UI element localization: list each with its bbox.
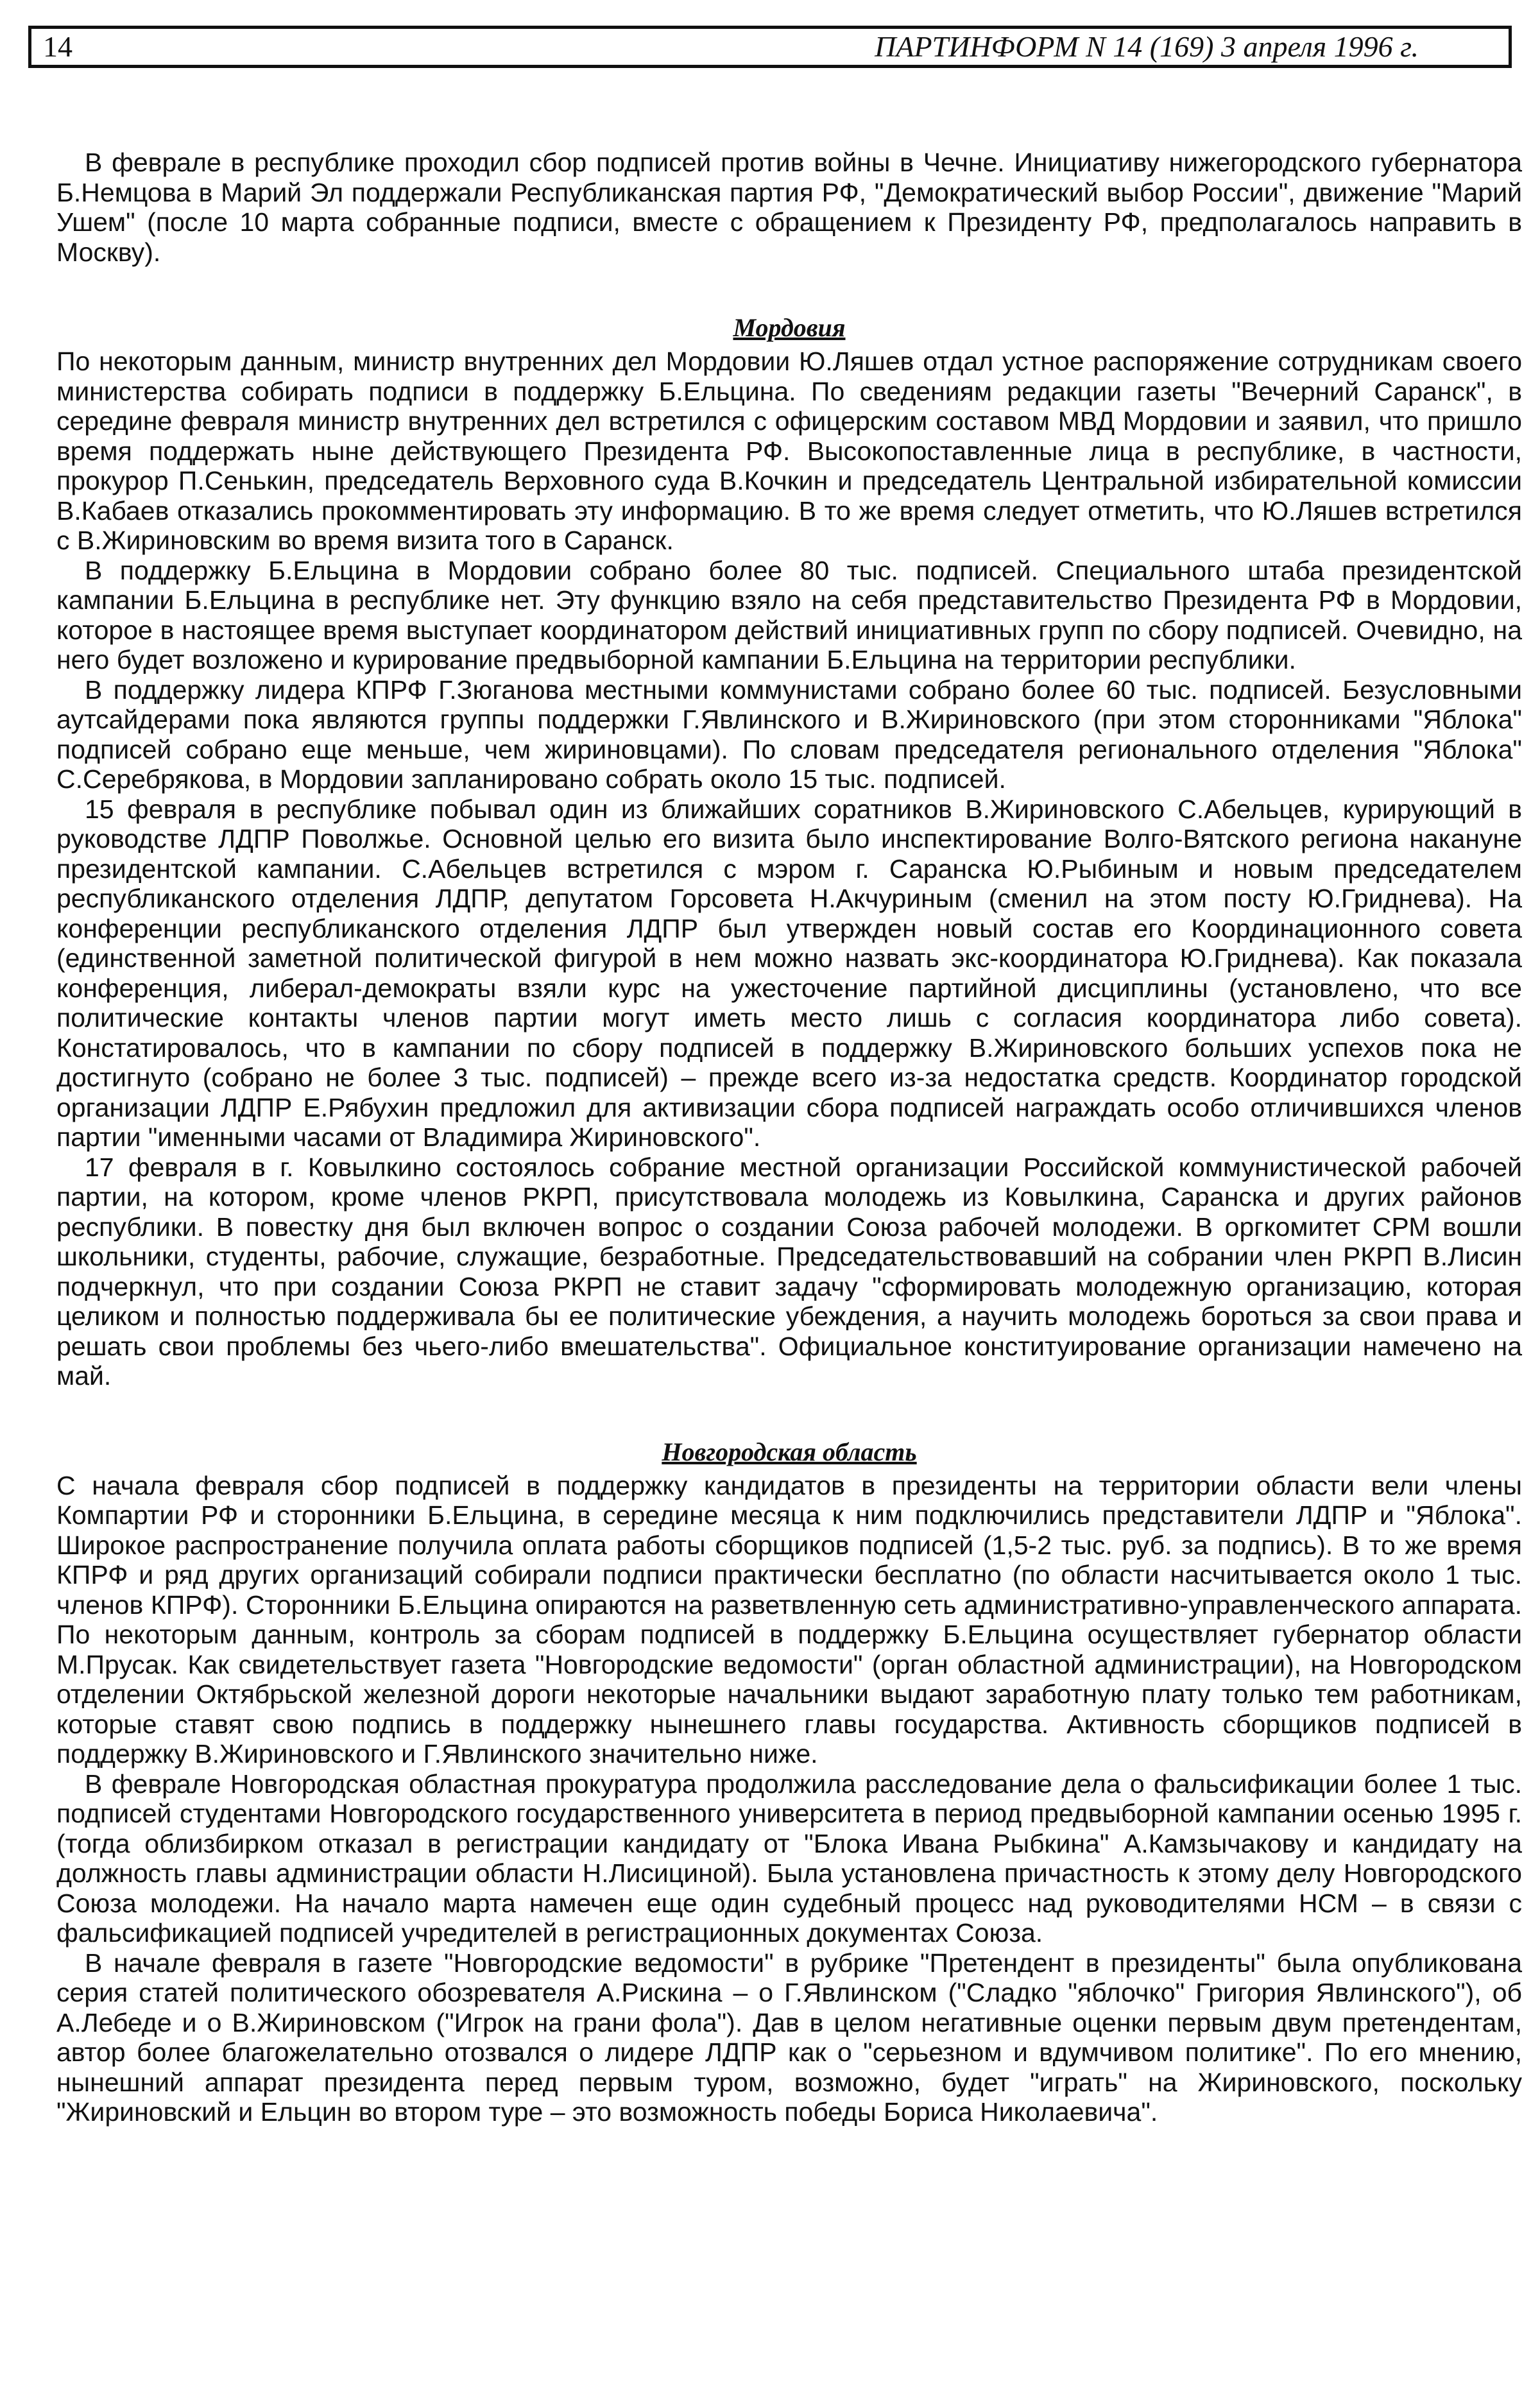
paragraph: В феврале Новгородская областная прокуратура продолжила расследование дела о фальсификации более 1 тыс. подписей студентами Новгородского государственного университета в период предвыборной кампании осенью 1995 г. (тогда облизбирком отказал в регистрации кандидату от "Блока Ивана Рыбкина" А.Камзычакову и кандидату на должность главы администрации области Н.Лисициной). Была установлена причастность к этому делу Новгородского Союза молодежи. На начало марта намечен еще один судебный процесс над руководителями НСМ – в связи с фальсификацией подписей учредителей в регистрационных документах Союза.	[56, 1769, 1522, 1948]
paragraph: По некоторым данным, министр внутренних дел Мордовии Ю.Ляшев отдал устное распоряжение сотрудникам своего министерства собирать подписи в поддержку Б.Ельцина. По сведениям редакции газеты "Вечерний Саранск", в середине февраля министр внутренних дел встретился с офицерским составом МВД Мордовии и заявил, что пришло время поддержать ныне действующего Президента РФ. Высокопоставленные лица в республике, в частности, прокурор П.Сенькин, председатель Верховного суда В.Кочкин и председатель Центральной избирательной комиссии В.Кабаев отказались прокомментировать эту информацию. В то же время следует отметить, что Ю.Ляшев встретился с В.Жириновским во время визита того в Саранск.	[56, 347, 1522, 555]
section-title-mordovia: Мордовия	[733, 313, 846, 342]
section-title-novgorod: Новгородская область	[662, 1437, 917, 1466]
issue-title: ПАРТИНФОРМ N 14 (169) 3 апреля 1996 г.	[875, 30, 1419, 63]
paragraph: С начала февраля сбор подписей в поддержку кандидатов в президенты на территории области вели члены Компартии РФ и сторонники Б.Ельцина, в середине месяца к ним подключились представители ЛДПР и "Яблока". Широкое распространение получила оплата работы сборщиков подписей (1,5-2 тыс. руб. за подпись). В то же время КПРФ и ряд других организаций собирали подписи практически бесплатно (по области насчитывается около 1 тыс. членов КПРФ). Сторонники Б.Ельцина опираются на разветвленную сеть административно-управленческого аппарата. По некоторым данным, контроль за сборам подписей в поддержку Б.Ельцина осуществляет губернатор области М.Прусак. Как свидетельствует газета "Новгородские ведомости" (орган областной администрации), на Новгородском отделении Октябрьской железной дороги некоторые начальники выдают заработную плату только тем работникам, которые ставят свою подпись в поддержку нынешнего главы государства. Активность сборщиков подписей в поддержку В.Жириновского и Г.Явлинского значительно ниже.	[56, 1470, 1522, 1769]
paragraph: В поддержку лидера КПРФ Г.Зюганова местными коммунистами собрано более 60 тыс. подписей. Безусловными аутсайдерами пока являются группы поддержки Г.Явлинского и В.Жириновского (при этом сторонниками "Яблока" подписей собрано еще меньше, чем жириновцами). По словам председателя регионального отделения "Яблока" С.Серебрякова, в Мордовии запланировано собрать около 15 тыс. подписей.	[56, 674, 1522, 794]
page-header	[28, 26, 1512, 68]
paragraph: 15 февраля в республике побывал один из ближайших соратников В.Жириновского С.Абельцев, курирующий в руководстве ЛДПР Поволжье. Основной целью его визита было инспектирование Волго-Вятского региона накануне президентской кампании. С.Абельцев встретился с мэром г. Саранска Ю.Рыбиным и новым председателем республиканского отделения ЛДПР, депутатом Горсовета Н.Акчуриным (сменил на этом посту Ю.Гриднева). На конференции республиканского отделения ЛДПР был утвержден новый состав его Координационного совета (единственной заметной политической фигурой в нем можно назвать экс-координатора Ю.Гриднева). Как показала конференция, либерал-демократы взяли курс на ужесточение партийной дисциплины (установлено, что все политические контакты членов партии могут иметь место лишь с согласия координатора либо совета). Констатировалось, что в кампании по сбору подписей в поддержку В.Жириновского больших успехов пока не достигнуто (собрано не более 3 тыс. подписей) – прежде всего из-за недостатка средств. Координатор городской организации ЛДПР Е.Рябухин предложил для активизации сбора подписей награждать особо отличившихся членов партии "именными часами от Владимира Жириновского".	[56, 794, 1522, 1152]
paragraph: В поддержку Б.Ельцина в Мордовии собрано более 80 тыс. подписей. Специального штаба президентской кампании Б.Ельцина в республике нет. Эту функцию взяло на себя представительство Президента РФ в Мордовии, которое в настоящее время выступает координатором действий инициативных групп по сбору подписей. Очевидно, на него будет возложено и курирование предвыборной кампании Б.Ельцина на территории республики.	[56, 555, 1522, 674]
page-number: 14	[43, 30, 73, 63]
article-body	[56, 148, 1522, 2127]
intro-paragraph: В феврале в республике проходил сбор подписей против войны в Чечне. Инициативу нижегородского губернатора Б.Немцова в Марий Эл поддержали Республиканская партия РФ, "Демократический выбор России", движение "Марий Ушем" (после 10 марта собранные подписи, вместе с обращением к Президенту РФ, предполагалось направить в Москву).	[56, 148, 1522, 267]
paragraph: 17 февраля в г. Ковылкино состоялось собрание местной организации Российской коммунистической рабочей партии, на котором, кроме членов РКРП, присутствовала молодежь из Ковылкина, Саранска и других районов республики. В повестку дня был включен вопрос о создании Союза рабочей молодежи. В оргкомитет СРМ вошли школьники, студенты, рабочие, служащие, безработные. Председательствовавший на собрании член РКРП В.Лисин подчеркнул, что при создании Союза РКРП не ставит задачу "сформировать молодежную организацию, которая целиком и полностью поддерживала бы ее политические убеждения, а научить молодежь бороться за свои права и решать свои проблемы без чьего-либо вмешательства". Официальное конституирование организации намечено на май.	[56, 1152, 1522, 1391]
page	[28, 26, 1522, 2127]
paragraph: В начале февраля в газете "Новгородские ведомости" в рубрике "Претендент в президенты" была опубликована серия статей политического обозревателя А.Рискина – о Г.Явлинском ("Сладко "яблочко" Григория Явлинского"), об А.Лебеде и о В.Жириновском ("Игрок на грани фола"). Дав в целом негативные оценки первым двум претендентам, автор более благожелательно отозвался о лидере ЛДПР как о "серьезном и вдумчивом политике". По его мнению, нынешний аппарат президента перед первым туром, возможно, будет "играть" на Жириновского, поскольку "Жириновский и Ельцин во втором туре – это возможность победы Бориса Николаевича".	[56, 1948, 1522, 2127]
